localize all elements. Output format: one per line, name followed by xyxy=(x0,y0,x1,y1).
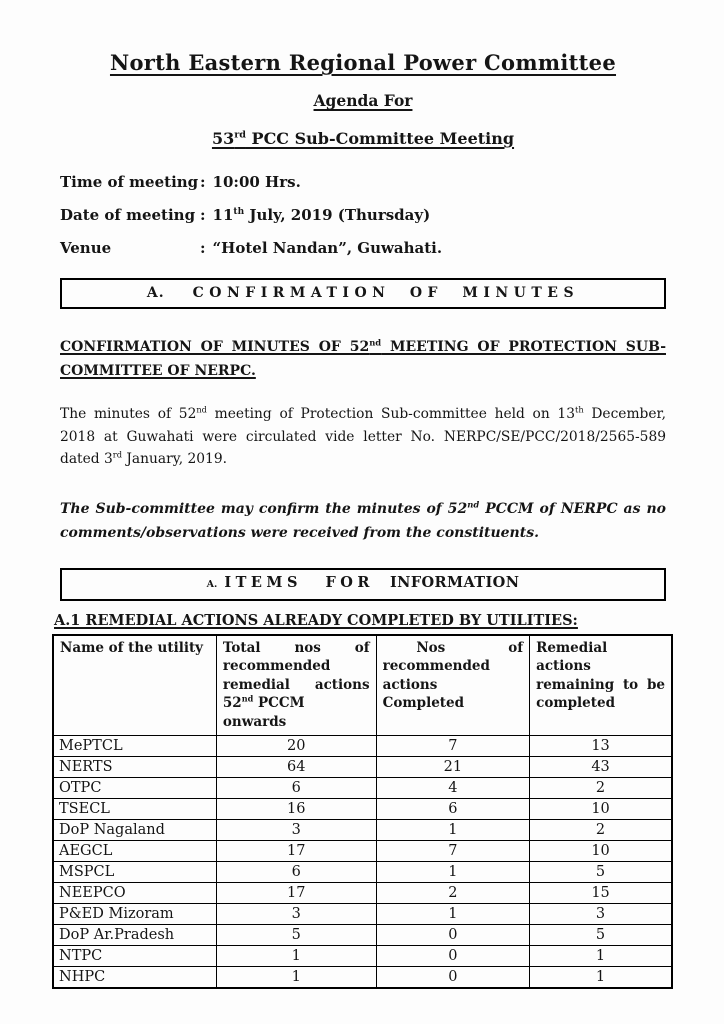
completed-actions-cell: 21 xyxy=(376,757,530,778)
completed-actions-cell: 0 xyxy=(376,967,530,989)
completed-actions-cell: 1 xyxy=(376,904,530,925)
remaining-actions-cell: 1 xyxy=(530,967,672,989)
table-header-row xyxy=(53,635,672,736)
items-for-information-box xyxy=(60,568,666,601)
completed-actions-cell: 2 xyxy=(376,883,530,904)
section-a-title: CONFIRMATION OF MINUTES xyxy=(192,285,580,301)
utility-name-cell: NERTS xyxy=(53,757,216,778)
completed-actions-cell: 7 xyxy=(376,841,530,862)
detail-label: Time of meeting xyxy=(60,173,199,191)
header-line: remedial actions xyxy=(222,676,370,693)
remaining-actions-cell: 1 xyxy=(530,946,672,967)
table-row xyxy=(53,862,672,883)
utility-name-cell: OTPC xyxy=(53,778,216,799)
section-a-header-box xyxy=(60,278,666,309)
table-row xyxy=(53,925,672,946)
table-body xyxy=(53,736,672,989)
header-cell-completed xyxy=(376,635,530,736)
remaining-actions-cell: 43 xyxy=(530,757,672,778)
table-row xyxy=(53,757,672,778)
total-actions-cell: 5 xyxy=(216,925,376,946)
detail-value: 10:00 Hrs. xyxy=(212,173,301,191)
detail-row-time xyxy=(60,173,666,192)
detail-separator: : xyxy=(200,239,206,257)
utility-name-cell: DoP Nagaland xyxy=(53,820,216,841)
total-actions-cell: 6 xyxy=(216,862,376,883)
header-line: Total nos of xyxy=(222,639,370,656)
table-row xyxy=(53,904,672,925)
resolution-paragraph-line2: comments/observations were received from the constituents. xyxy=(60,525,539,541)
table-header xyxy=(53,635,672,736)
total-actions-cell: 17 xyxy=(216,883,376,904)
utility-name-cell: MSPCL xyxy=(53,862,216,883)
header-line: Nos of xyxy=(416,639,524,656)
utility-name-cell: TSECL xyxy=(53,799,216,820)
items-box-title-normal: INFORMATION xyxy=(389,573,520,591)
detail-row-date xyxy=(60,206,666,225)
meeting-title: 53rd PCC Sub-Committee Meeting xyxy=(211,129,515,148)
table-row xyxy=(53,967,672,989)
utility-name-cell: NTPC xyxy=(53,946,216,967)
utility-name-cell: DoP Ar.Pradesh xyxy=(53,925,216,946)
detail-label: Date of meeting xyxy=(60,206,196,224)
remaining-actions-cell: 5 xyxy=(530,862,672,883)
total-actions-cell: 3 xyxy=(216,820,376,841)
remedial-actions-table xyxy=(52,634,673,990)
detail-value: “Hotel Nandan”, Guwahati. xyxy=(212,239,443,257)
total-actions-cell: 6 xyxy=(216,778,376,799)
utility-name-cell: NEEPCO xyxy=(53,883,216,904)
detail-label: Venue xyxy=(60,239,112,257)
completed-actions-cell: 4 xyxy=(376,778,530,799)
utility-name-cell: NHPC xyxy=(53,967,216,989)
remaining-actions-cell: 13 xyxy=(530,736,672,757)
resolution-paragraph-line1: The Sub-committee may confirm the minutes of 52nd PCCM of NERPC as no xyxy=(60,498,666,517)
completed-actions-cell: 6 xyxy=(376,799,530,820)
detail-separator: : xyxy=(200,173,206,191)
table-row xyxy=(53,883,672,904)
table-row xyxy=(53,946,672,967)
table-row xyxy=(53,820,672,841)
header-line: Name of the utility xyxy=(60,639,204,656)
remaining-actions-cell: 15 xyxy=(530,883,672,904)
total-actions-cell: 20 xyxy=(216,736,376,757)
table-row xyxy=(53,841,672,862)
header-line: Remedial actions xyxy=(536,639,608,674)
utility-name-cell: P&ED Mizoram xyxy=(53,904,216,925)
utility-name-cell: MePTCL xyxy=(53,736,216,757)
confirmation-heading xyxy=(60,335,666,383)
header-line: 52nd PCCM onwards xyxy=(222,693,305,730)
remaining-actions-cell: 10 xyxy=(530,799,672,820)
minutes-paragraph-line3: dated 3rd January, 2019. xyxy=(60,449,227,467)
completed-actions-cell: 1 xyxy=(376,862,530,883)
document-title: North Eastern Regional Power Committee xyxy=(109,50,617,75)
remaining-actions-cell: 5 xyxy=(530,925,672,946)
header-cell-utility xyxy=(53,635,216,736)
table-row xyxy=(53,736,672,757)
header-line: completed xyxy=(536,695,616,711)
completed-actions-cell: 1 xyxy=(376,820,530,841)
header-cell-total xyxy=(216,635,376,736)
detail-row-venue xyxy=(60,239,666,258)
minutes-paragraph-line1: The minutes of 52nd meeting of Protection Sub-committee held on 13th December, xyxy=(60,404,667,422)
remaining-actions-cell: 3 xyxy=(530,904,672,925)
minutes-paragraph-line2: 2018 at Guwahati were circulated vide letter No. NERPC/SE/PCC/2018/2565-589 xyxy=(60,428,666,445)
confirmation-heading-line1: CONFIRMATION OF MINUTES OF 52nd MEETING OF PROTECTION SUB- xyxy=(60,337,666,355)
completed-actions-cell: 0 xyxy=(376,946,530,967)
detail-value: 11th July, 2019 (Thursday) xyxy=(212,206,431,224)
remaining-actions-cell: 2 xyxy=(530,778,672,799)
remaining-actions-cell: 2 xyxy=(530,820,672,841)
remaining-actions-cell: 10 xyxy=(530,841,672,862)
total-actions-cell: 1 xyxy=(216,967,376,989)
meeting-details xyxy=(60,173,666,258)
total-actions-cell: 3 xyxy=(216,904,376,925)
table-row xyxy=(53,778,672,799)
header-cell-remaining xyxy=(530,635,672,736)
confirmation-heading-line2: COMMITTEE OF NERPC. xyxy=(60,363,256,379)
items-box-title-spaced: ITEMS FOR xyxy=(224,573,374,591)
table-row xyxy=(53,799,672,820)
header-line: recommended xyxy=(222,658,331,674)
completed-actions-cell: 0 xyxy=(376,925,530,946)
agenda-subtitle: Agenda For xyxy=(313,91,413,110)
header-line: remaining to be xyxy=(536,676,665,693)
total-actions-cell: 16 xyxy=(216,799,376,820)
detail-separator: : xyxy=(200,206,206,224)
a1-section-heading: A.1 REMEDIAL ACTIONS ALREADY COMPLETED BY UTILITIES: xyxy=(54,611,578,629)
total-actions-cell: 17 xyxy=(216,841,376,862)
header-line: actions Completed xyxy=(382,676,465,711)
utility-name-cell: AEGCL xyxy=(53,841,216,862)
section-a-label: A. xyxy=(146,285,165,301)
items-box-label: A. xyxy=(206,578,218,590)
header-line: recommended xyxy=(382,658,490,674)
minutes-paragraph xyxy=(60,403,666,471)
completed-actions-cell: 7 xyxy=(376,736,530,757)
total-actions-cell: 1 xyxy=(216,946,376,967)
resolution-paragraph xyxy=(60,497,666,546)
total-actions-cell: 64 xyxy=(216,757,376,778)
